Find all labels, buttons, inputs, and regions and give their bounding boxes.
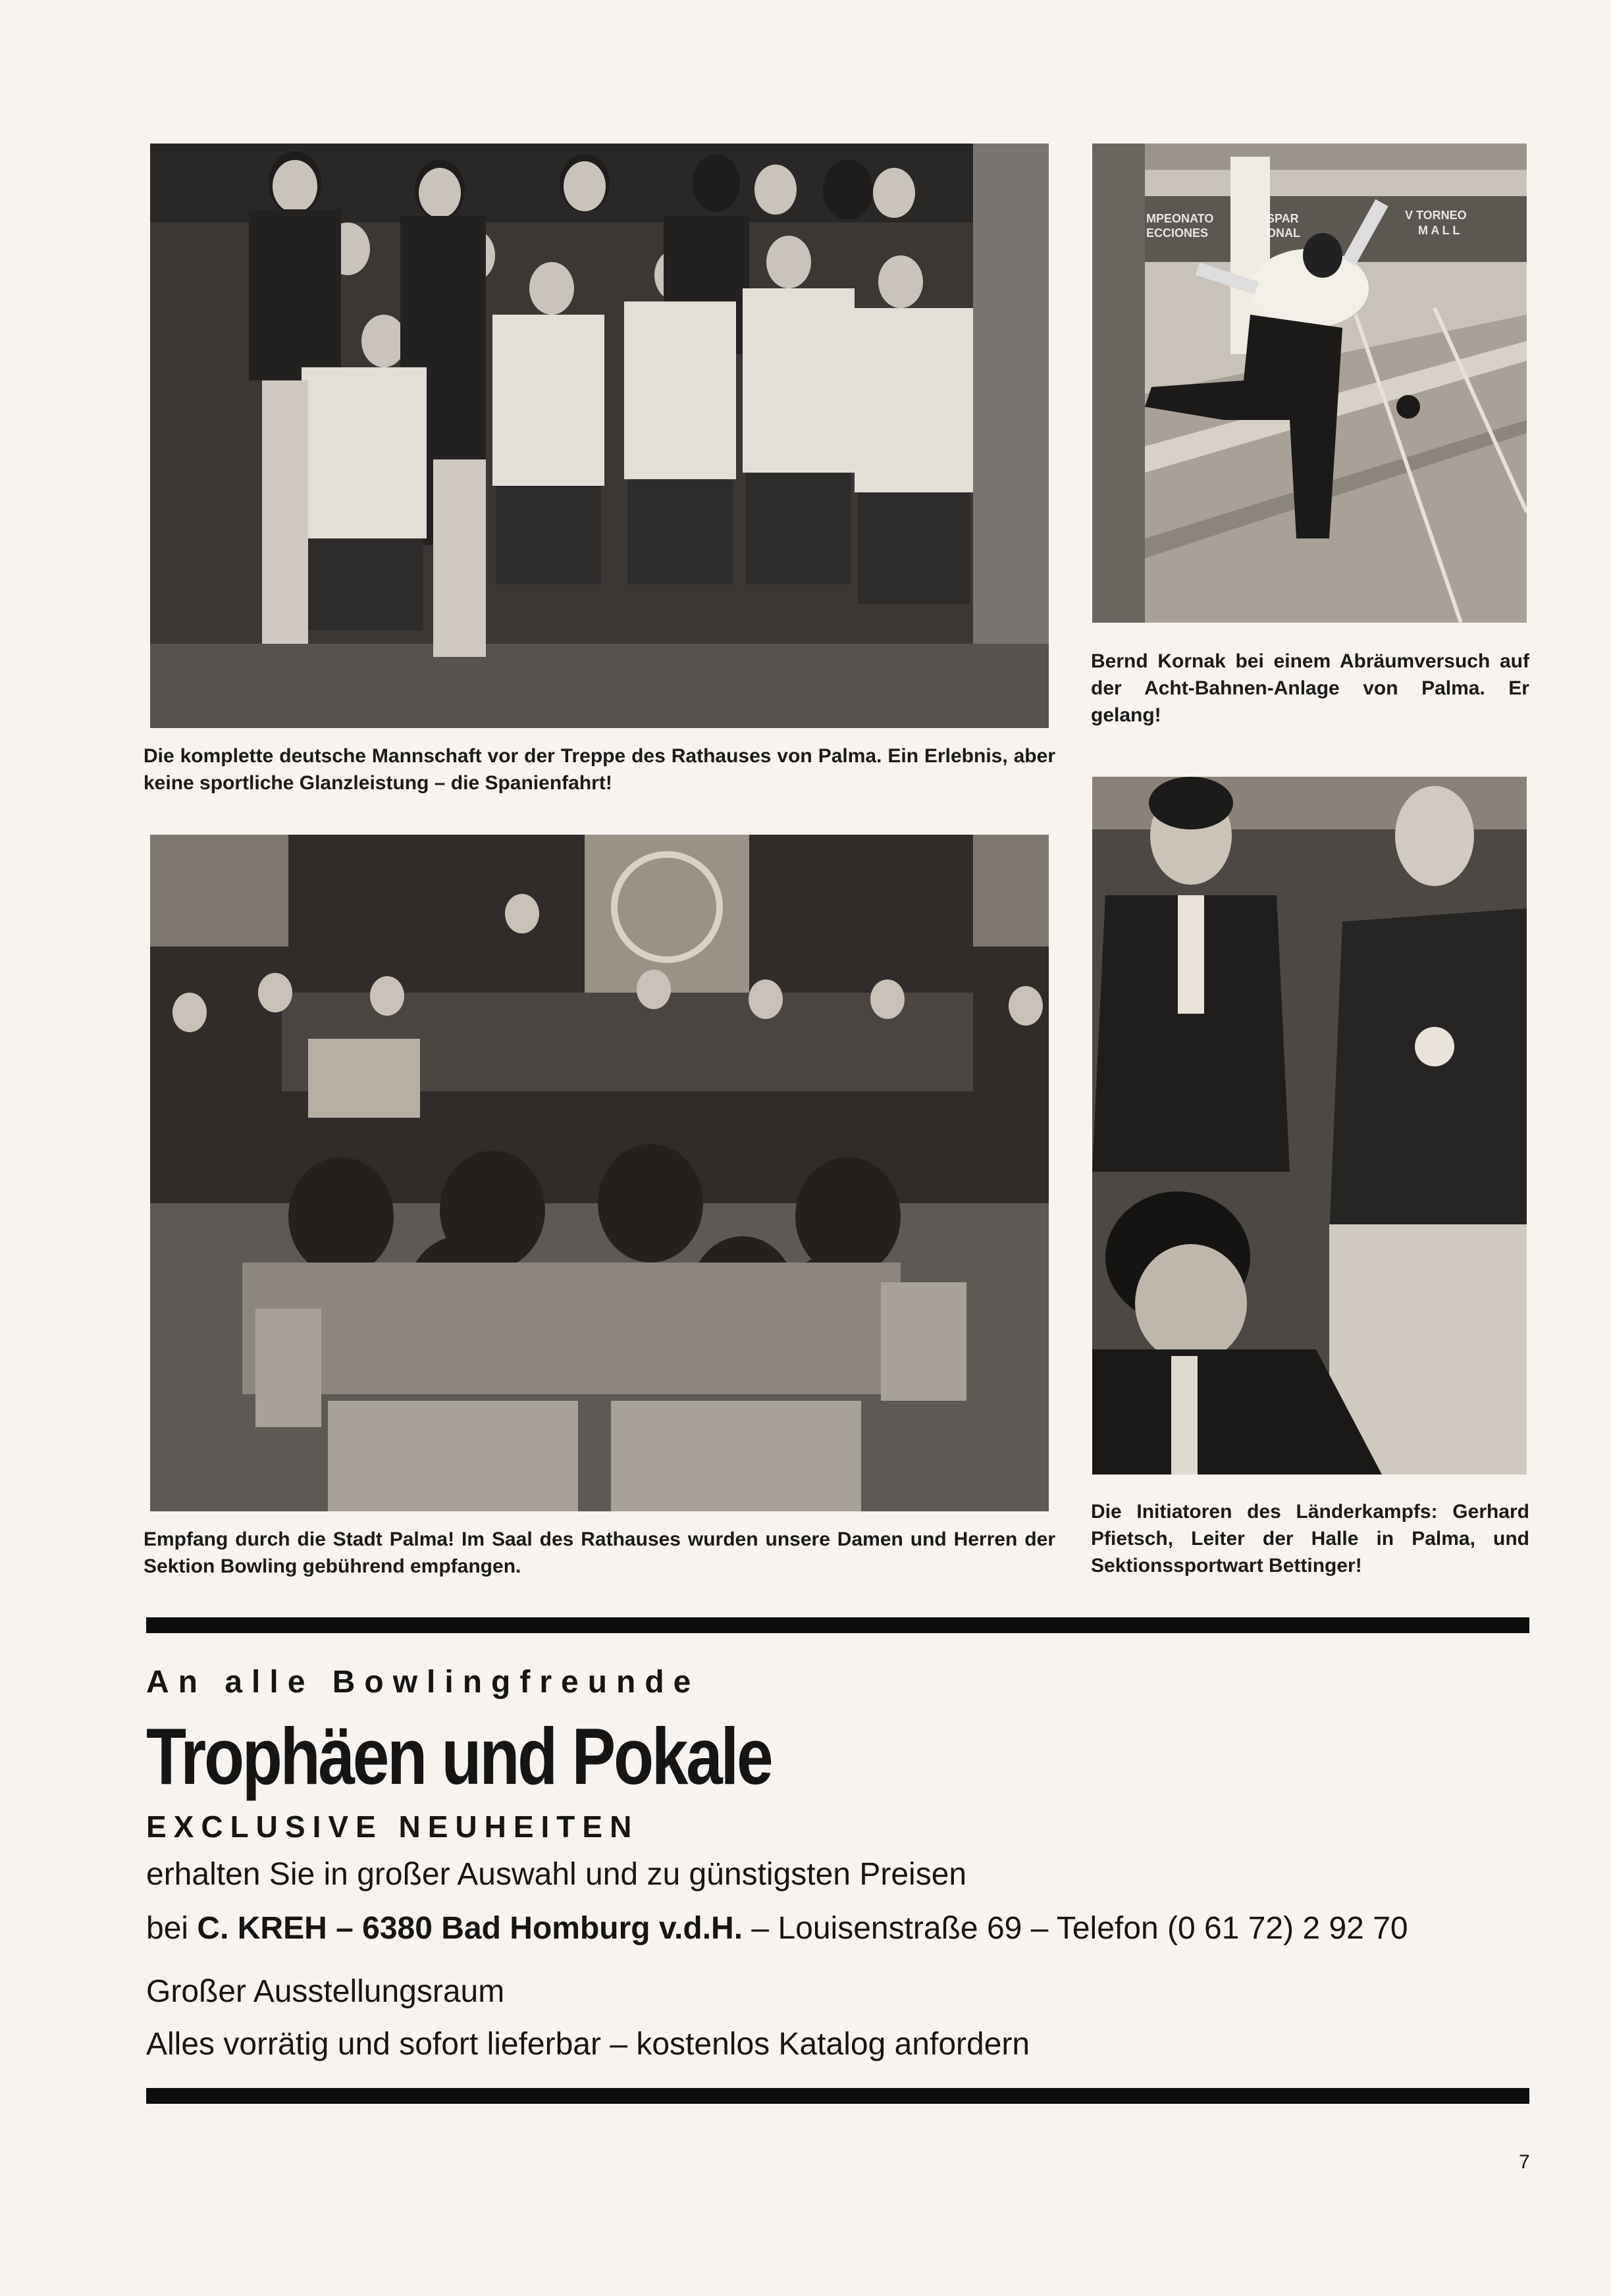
svg-text:M A L L: M A L L <box>1418 224 1460 237</box>
company-name: C. KREH <box>197 1911 327 1946</box>
team-photo-caption: Die komplette deutsche Mannschaft vor der Treppe des Rathauses von Palma. Ein Erlebnis, aber keine sportliche Glanzleistung – die Spanienfahrt! <box>144 745 1055 794</box>
company-street: Louisenstraße 69 <box>778 1911 1022 1946</box>
ad-subhead: EXCLUSIVE NEUHEITEN <box>146 1810 639 1844</box>
ad-line-assortment: erhalten Sie in großer Auswahl und zu günstigsten Preisen <box>146 1857 967 1892</box>
ad-line-catalog: Alles vorrätig und sofort lieferbar – kostenlos Katalog anfordern <box>146 2027 1030 2062</box>
reception-photo-caption: Empfang durch die Stadt Palma! Im Saal des Rathauses wurden unsere Damen und Herren der Sektion Bowling gebührend empfangen. <box>144 1528 1055 1577</box>
company-city: 6380 Bad Homburg v.d.H. <box>362 1911 743 1946</box>
svg-text:ECCIONES: ECCIONES <box>1146 226 1209 240</box>
team-photo <box>150 144 1049 728</box>
svg-text:SPAR: SPAR <box>1267 212 1299 225</box>
contact-prefix: bei <box>146 1911 189 1946</box>
ad-kicker: An alle Bowlingfreunde <box>146 1665 700 1700</box>
initiators-photo-caption: Die Initiatoren des Länderkampfs: Gerhard Pfietsch, Leiter der Halle in Palma, und Sektionssportwart Bettinger! <box>1091 1501 1529 1577</box>
ad-top-rule <box>146 1617 1529 1633</box>
ad-headline: Trophäen und Pokale <box>146 1711 772 1801</box>
svg-text:V TORNEO: V TORNEO <box>1405 209 1467 222</box>
initiators-photo <box>1092 777 1527 1474</box>
ad-line-showroom: Großer Ausstellungsraum <box>146 1974 505 2009</box>
reception-photo <box>150 835 1049 1511</box>
svg-text:MPEONATO: MPEONATO <box>1146 212 1214 225</box>
ad-contact-line <box>146 1910 1408 1946</box>
svg-text:ONAL: ONAL <box>1267 226 1300 240</box>
company-phone: Telefon (0 61 72) 2 92 70 <box>1056 1911 1408 1946</box>
ad-bottom-rule <box>146 2088 1529 2104</box>
bowler-photo-caption: Bernd Kornak bei einem Abräumversuch auf der Acht-Bahnen-Anlage von Palma. Er gelang! <box>1091 650 1529 726</box>
contact-dash-3: – <box>1030 1911 1049 1946</box>
bowler-photo <box>1092 144 1527 623</box>
contact-dash-1: – <box>336 1911 354 1946</box>
page-number: 7 <box>1519 2151 1530 2173</box>
contact-dash-2: – <box>751 1911 770 1946</box>
